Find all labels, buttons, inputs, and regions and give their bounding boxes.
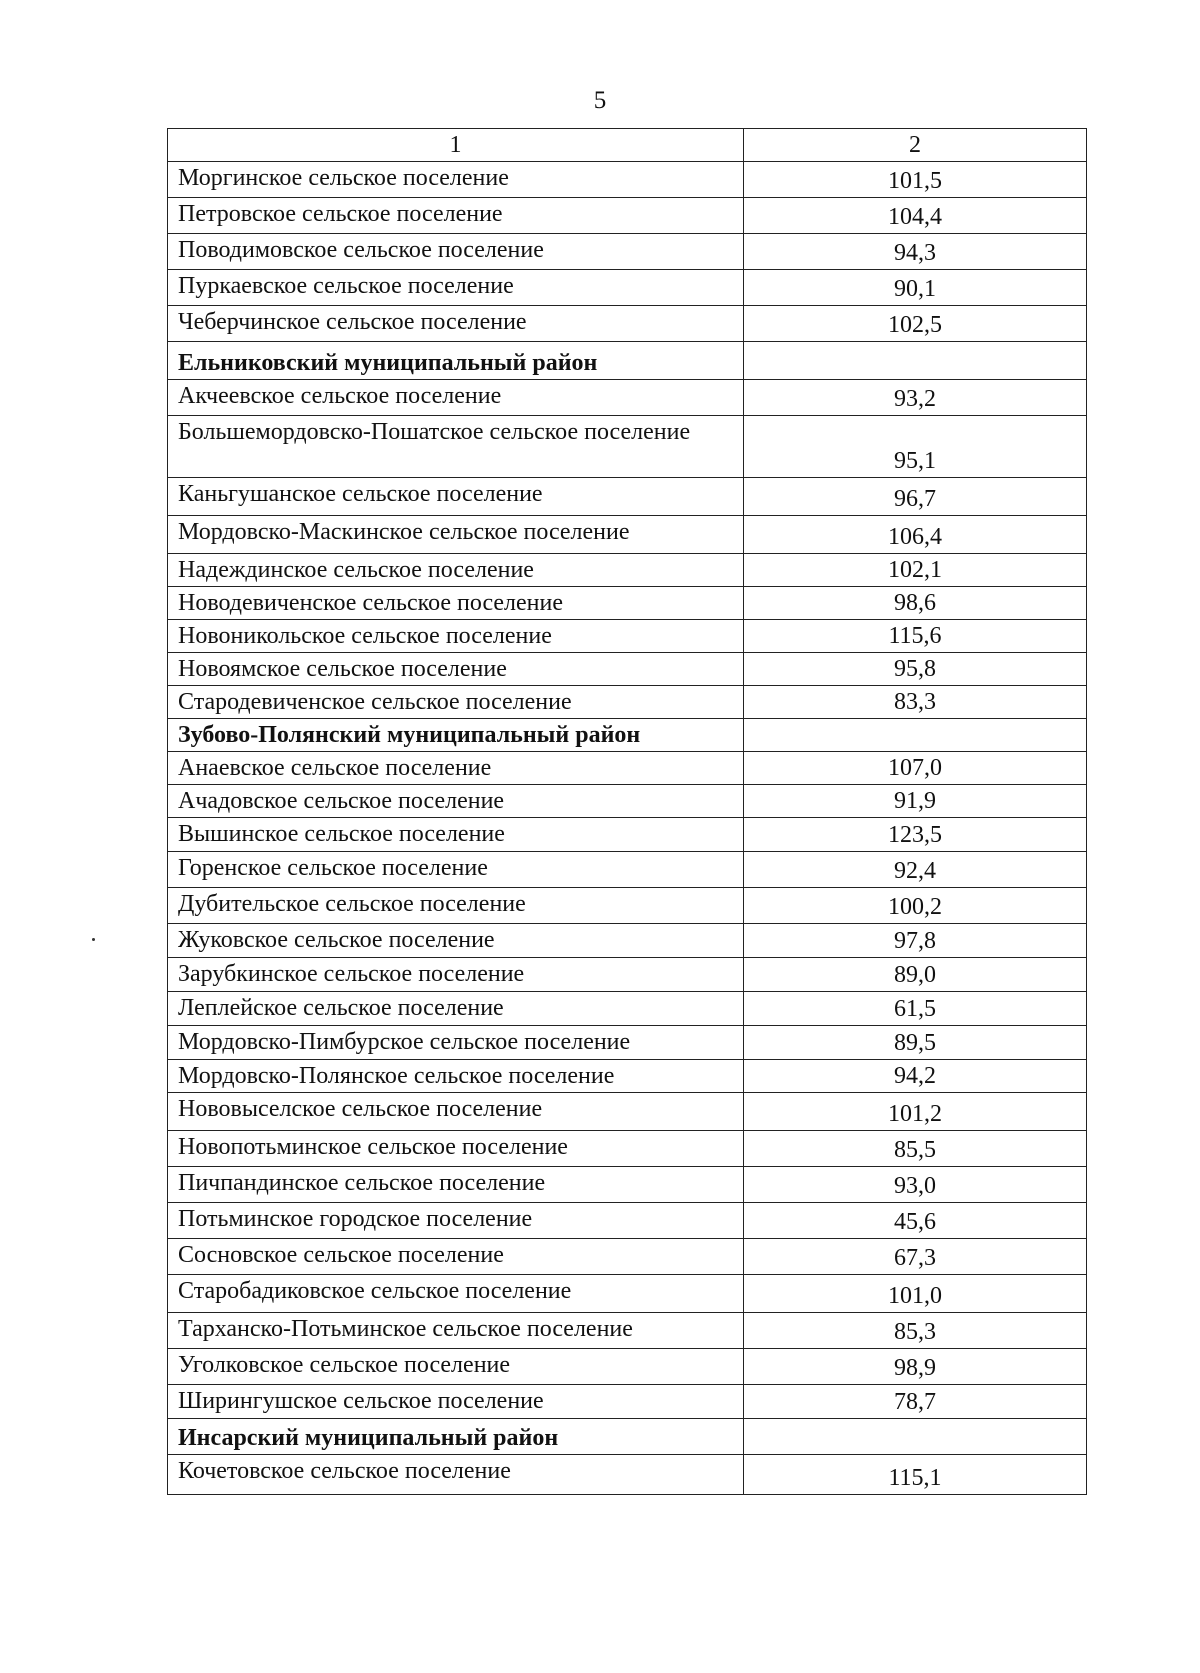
settlement-name: Поводимовское сельское поселение — [168, 234, 744, 270]
settlement-name: Жуковское сельское поселение — [168, 924, 744, 958]
table-row — [168, 1239, 1087, 1275]
index-value: 101,2 — [744, 1093, 1087, 1131]
table-row — [168, 752, 1087, 785]
table-row — [168, 162, 1087, 198]
table-row — [168, 1349, 1087, 1385]
index-value: 97,8 — [744, 924, 1087, 958]
settlement-name: Пичпандинское сельское поселение — [168, 1167, 744, 1203]
scan-speck — [92, 938, 95, 941]
index-value: 95,8 — [744, 653, 1087, 686]
settlement-name: Потьминское городское поселение — [168, 1203, 744, 1239]
district-name: Инсарский муниципальный район — [168, 1419, 744, 1455]
settlement-name: Уголковское сельское поселение — [168, 1349, 744, 1385]
index-value: 115,1 — [744, 1455, 1087, 1495]
district-row — [168, 1419, 1087, 1455]
index-value: 115,6 — [744, 620, 1087, 653]
index-value: 90,1 — [744, 270, 1087, 306]
district-row — [168, 719, 1087, 752]
table-row — [168, 1275, 1087, 1313]
index-value: 91,9 — [744, 785, 1087, 818]
table-row — [168, 234, 1087, 270]
index-value: 85,5 — [744, 1131, 1087, 1167]
index-value: 83,3 — [744, 686, 1087, 719]
settlement-name: Старобадиковское сельское поселение — [168, 1275, 744, 1313]
index-value: 98,6 — [744, 587, 1087, 620]
table-row — [168, 1203, 1087, 1239]
table-row — [168, 270, 1087, 306]
settlement-name: Тарханско-Потьминское сельское поселение — [168, 1313, 744, 1349]
settlement-name: Новоямское сельское поселение — [168, 653, 744, 686]
table-row — [168, 198, 1087, 234]
index-value: 100,2 — [744, 888, 1087, 924]
index-value — [744, 1419, 1087, 1455]
index-value: 106,4 — [744, 516, 1087, 554]
settlement-name: Петровское сельское поселение — [168, 198, 744, 234]
table-row — [168, 958, 1087, 992]
table-row — [168, 620, 1087, 653]
index-value: 93,0 — [744, 1167, 1087, 1203]
table-row — [168, 1385, 1087, 1419]
settlement-name: Чеберчинское сельское поселение — [168, 306, 744, 342]
index-value: 67,3 — [744, 1239, 1087, 1275]
settlement-name: Акчеевское сельское поселение — [168, 380, 744, 416]
index-value: 101,5 — [744, 162, 1087, 198]
table-row — [168, 992, 1087, 1026]
district-name: Ельниковский муниципальный район — [168, 342, 744, 380]
table-row — [168, 554, 1087, 587]
settlement-name: Нововыселское сельское поселение — [168, 1093, 744, 1131]
index-value: 45,6 — [744, 1203, 1087, 1239]
table-row — [168, 785, 1087, 818]
index-value: 107,0 — [744, 752, 1087, 785]
table-row — [168, 888, 1087, 924]
settlement-name: Новоникольское сельское поселение — [168, 620, 744, 653]
page-number: 5 — [593, 87, 607, 114]
index-value: 78,7 — [744, 1385, 1087, 1419]
settlement-name: Большемордовско-Пошатское сельское поселение — [168, 416, 744, 478]
table-row — [168, 587, 1087, 620]
header-col-1: 1 — [168, 129, 744, 162]
settlement-name: Пуркаевское сельское поселение — [168, 270, 744, 306]
index-value: 96,7 — [744, 478, 1087, 516]
settlement-name: Леплейское сельское поселение — [168, 992, 744, 1026]
table-row — [168, 1313, 1087, 1349]
index-value: 123,5 — [744, 818, 1087, 852]
settlement-name: Горенское сельское поселение — [168, 852, 744, 888]
settlement-name: Надеждинское сельское поселение — [168, 554, 744, 587]
data-table — [167, 128, 1087, 1495]
index-value: 102,5 — [744, 306, 1087, 342]
table-row — [168, 653, 1087, 686]
index-value: 94,3 — [744, 234, 1087, 270]
table-header-row — [168, 129, 1087, 162]
index-value: 104,4 — [744, 198, 1087, 234]
table-row — [168, 1060, 1087, 1093]
settlement-name: Ширингушское сельское поселение — [168, 1385, 744, 1419]
header-col-2: 2 — [744, 129, 1087, 162]
settlement-name: Зарубкинское сельское поселение — [168, 958, 744, 992]
index-value: 89,5 — [744, 1026, 1087, 1060]
settlement-name: Каньгушанское сельское поселение — [168, 478, 744, 516]
index-value — [744, 342, 1087, 380]
settlement-name: Ачадовское сельское поселение — [168, 785, 744, 818]
table-row — [168, 1455, 1087, 1495]
settlement-name: Моргинское сельское поселение — [168, 162, 744, 198]
index-value: 94,2 — [744, 1060, 1087, 1093]
table-row — [168, 1131, 1087, 1167]
index-value: 101,0 — [744, 1275, 1087, 1313]
table-row — [168, 852, 1087, 888]
table-row — [168, 306, 1087, 342]
table-row — [168, 478, 1087, 516]
settlement-name: Мордовско-Полянское сельское поселение — [168, 1060, 744, 1093]
index-value — [744, 719, 1087, 752]
table-row — [168, 1093, 1087, 1131]
settlement-name: Новопотьминское сельское поселение — [168, 1131, 744, 1167]
district-row — [168, 342, 1087, 380]
settlement-name: Мордовско-Пимбурское сельское поселение — [168, 1026, 744, 1060]
index-value: 92,4 — [744, 852, 1087, 888]
index-value: 95,1 — [744, 416, 1087, 478]
table-row — [168, 516, 1087, 554]
index-value: 61,5 — [744, 992, 1087, 1026]
index-value: 102,1 — [744, 554, 1087, 587]
index-value: 98,9 — [744, 1349, 1087, 1385]
table-row — [168, 1026, 1087, 1060]
settlement-name: Сосновское сельское поселение — [168, 1239, 744, 1275]
settlement-name: Стародевиченское сельское поселение — [168, 686, 744, 719]
settlement-name: Анаевское сельское поселение — [168, 752, 744, 785]
district-name: Зубово-Полянский муниципальный район — [168, 719, 744, 752]
table-row — [168, 1167, 1087, 1203]
table-row — [168, 416, 1087, 478]
table-row — [168, 818, 1087, 852]
settlement-name: Мордовско-Маскинское сельское поселение — [168, 516, 744, 554]
table-row — [168, 380, 1087, 416]
settlement-name: Кочетовское сельское поселение — [168, 1455, 744, 1495]
index-value: 89,0 — [744, 958, 1087, 992]
settlement-name: Вышинское сельское поселение — [168, 818, 744, 852]
settlement-name: Новодевиченское сельское поселение — [168, 587, 744, 620]
index-value: 93,2 — [744, 380, 1087, 416]
settlement-name: Дубительское сельское поселение — [168, 888, 744, 924]
index-value: 85,3 — [744, 1313, 1087, 1349]
table-row — [168, 686, 1087, 719]
table-row — [168, 924, 1087, 958]
